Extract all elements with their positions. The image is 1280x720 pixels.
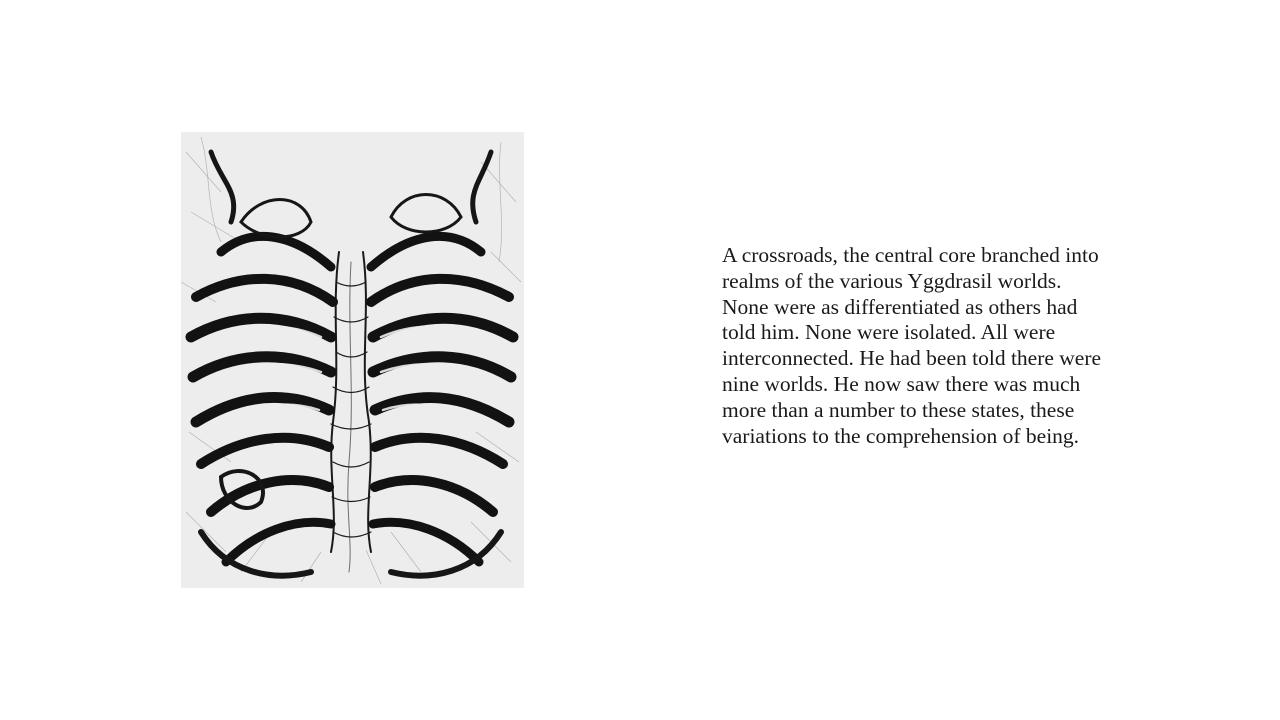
paragraph-line: interconnected. He had been told there were [722, 346, 1102, 371]
paragraph-line: told him. None were isolated. All were [722, 320, 1056, 345]
paragraph-line: more than a number to these states, these [722, 397, 1075, 422]
ribcage-drawing-icon [181, 132, 524, 588]
paragraph-line: nine worlds. He now saw there was much [722, 371, 1081, 396]
paragraph-line: variations to the comprehension of being. [722, 423, 1080, 448]
paragraph-line: A crossroads, the central core branched into [722, 243, 1099, 267]
paragraph-line: realms of the various Yggdrasil worlds. [722, 268, 1062, 293]
narrative-paragraph [722, 243, 1192, 449]
paragraph-line: None were as differentiated as others had [722, 294, 1078, 319]
ribcage-drawing-image [181, 132, 524, 588]
